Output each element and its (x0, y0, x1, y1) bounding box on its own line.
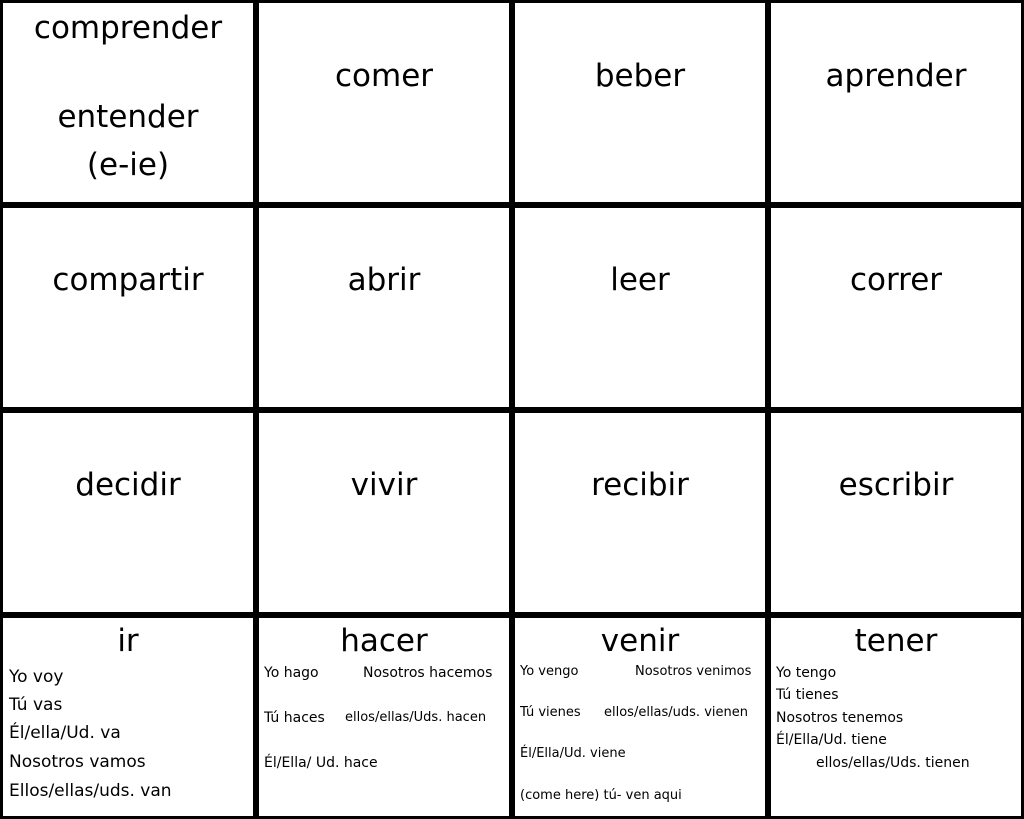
hacer-yo: Yo hago (264, 665, 319, 681)
word-leer: leer (610, 262, 670, 298)
cell-recibir (515, 413, 765, 612)
cell-beber (515, 3, 765, 202)
tener-nosotros: Nosotros tenemos (776, 710, 904, 726)
hacer-nosotros: Nosotros hacemos (363, 665, 493, 681)
cell-vivir (259, 413, 509, 612)
word-compartir: compartir (52, 262, 204, 298)
venir-nosotros: Nosotros venimos (635, 664, 752, 679)
tener-el: Él/Ella/Ud. tiene (776, 732, 887, 748)
tener-tu: Tú tienes (776, 687, 839, 703)
cell-hacer-conjugation (259, 618, 509, 816)
ir-nosotros: Nosotros vamos (9, 752, 146, 772)
cell-correr (771, 208, 1021, 407)
venir-command: (come here) tú- ven aqui (520, 788, 682, 803)
word-aprender: aprender (825, 58, 967, 94)
tener-title: tener (854, 623, 938, 659)
venir-ellos: ellos/ellas/uds. vienen (604, 705, 748, 720)
word-correr: correr (849, 262, 943, 298)
cell-aprender (771, 3, 1021, 202)
ir-ellos: Ellos/ellas/uds. van (9, 781, 172, 801)
venir-yo: Yo vengo (520, 664, 579, 679)
word-decidir: decidir (75, 467, 181, 503)
word-escribir: escribir (838, 467, 954, 503)
cell-leer (515, 208, 765, 407)
cell-comprender-entender (3, 3, 253, 202)
word-comprender: comprender (33, 10, 223, 46)
ir-title: ir (117, 623, 139, 659)
word-e-ie: (e-ie) (86, 147, 170, 183)
word-comer: comer (334, 58, 434, 94)
ir-el: Él/ella/Ud. va (9, 723, 121, 743)
ir-tu: Tú vas (9, 695, 63, 715)
word-abrir: abrir (347, 262, 421, 298)
hacer-ellos: ellos/ellas/Uds. hacen (345, 710, 487, 725)
word-beber: beber (594, 58, 686, 94)
cell-venir-conjugation (515, 618, 765, 816)
word-recibir: recibir (591, 467, 689, 503)
word-vivir: vivir (350, 467, 418, 503)
cell-decidir (3, 413, 253, 612)
cell-comer (259, 3, 509, 202)
tener-ellos: ellos/ellas/Uds. tienen (816, 755, 970, 771)
cell-tener-conjugation (771, 618, 1021, 816)
cell-ir-conjugation (3, 618, 253, 816)
cell-abrir (259, 208, 509, 407)
hacer-tu: Tú haces (264, 710, 325, 726)
venir-tu: Tú vienes (520, 705, 581, 720)
cell-escribir (771, 413, 1021, 612)
hacer-el: Él/Ella/ Ud. hace (264, 755, 378, 771)
word-entender: entender (57, 99, 199, 135)
venir-el: Él/Ella/Ud. viene (520, 746, 626, 761)
cell-compartir (3, 208, 253, 407)
venir-title: venir (600, 623, 680, 659)
tener-yo: Yo tengo (776, 665, 837, 681)
ir-yo: Yo voy (9, 667, 64, 687)
hacer-title: hacer (340, 623, 428, 659)
